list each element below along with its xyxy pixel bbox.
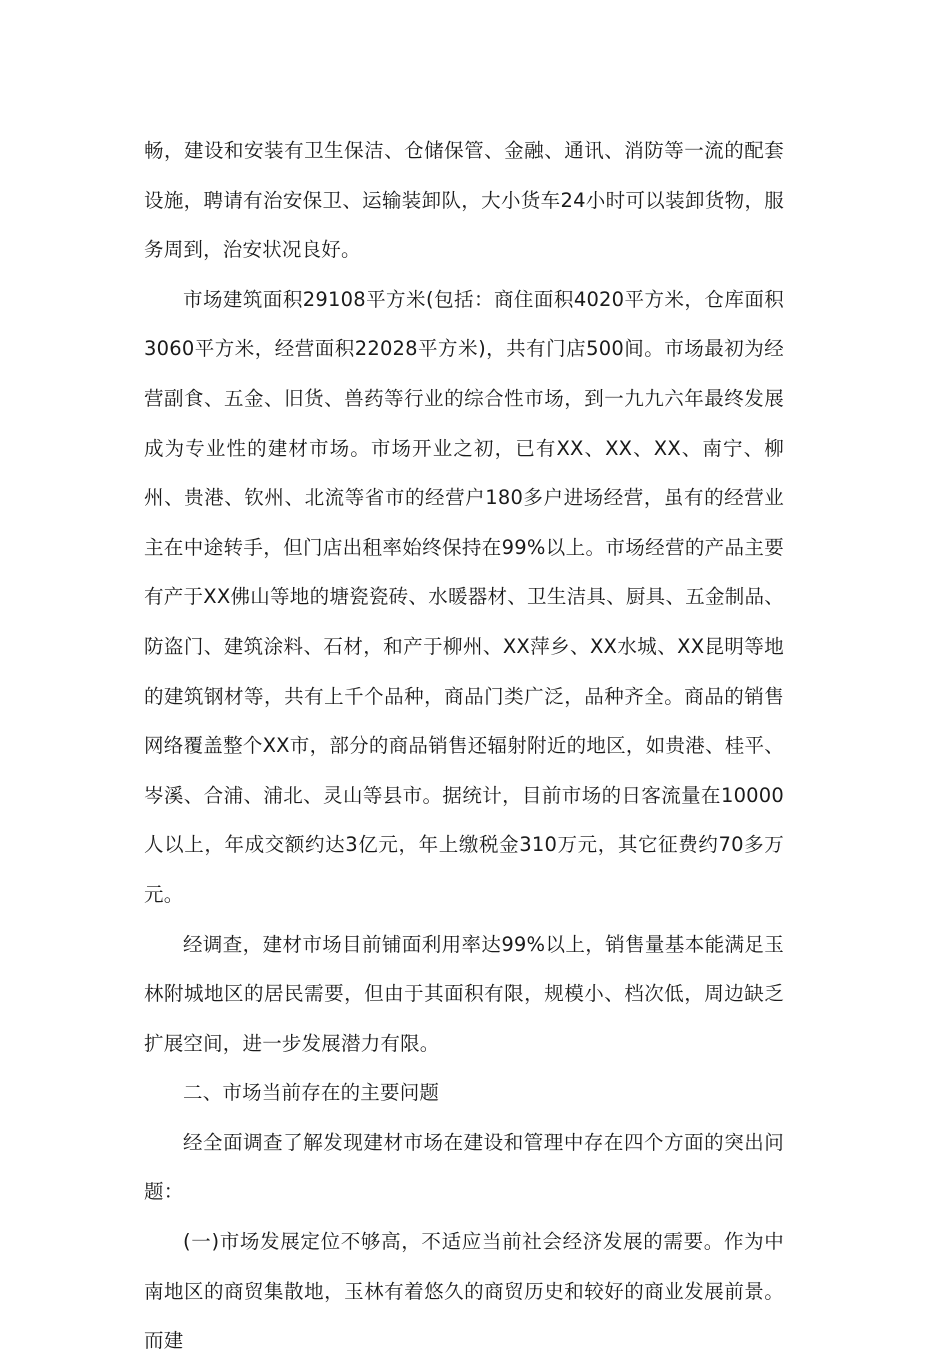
paragraph-continued: 畅，建设和安装有卫生保洁、仓储保管、金融、通讯、消防等一流的配套设施，聘请有治安保卫、运输装卸队，大小货车24小时可以装卸货物，服务周到，治安状况良好。: [144, 139, 784, 262]
paragraph-problem-one: (一)市场发展定位不够高，不适应当前社会经济发展的需要。作为中南地区的商贸集散地，玉林有着悠久的商贸历史和较好的商业发展前景。而建: [144, 1230, 784, 1353]
paragraph-problems-intro: 经全面调查了解发现建材市场在建设和管理中存在四个方面的突出问题：: [144, 1130, 784, 1204]
paragraph-survey-findings: 经调查，建材市场目前铺面利用率达99%以上，销售量基本能满足玉林附城地区的居民需要，但由于其面积有限，规模小、档次低，周边缺乏扩展空间，进一步发展潜力有限。: [144, 932, 784, 1055]
section-heading: 二、市场当前存在的主要问题: [183, 1081, 440, 1105]
paragraph-market-overview: 市场建筑面积29108平方米(包括：商住面积4020平方米，仓库面积3060平方米，经营面积22028平方米)，共有门店500间。市场最初为经营副食、五金、旧货、兽药等行业的综合性市场，到一九九六年最终发展成为专业性的建材市场。市场开业之初，已有XX、XX、XX、南宁、柳州、贵港、钦州、北流等省市的经营户180多户进场经营，虽有的经营业主在中途转手，但门店出租率始终保持在99%以上。市场经营的产品主要有产于XX佛山等地的塘瓷瓷砖、水暖器材、卫生洁具、厨具、五金制品、防盗门、建筑涂料、石材，和产于柳州、XX萍乡、XX水城、XX昆明等地的建筑钢材等，共有上千个品种，商品门类广泛，品种齐全。商品的销售网络覆盖整个XX市，部分的商品销售还辐射附近的地区，如贵港、桂平、岑溪、合浦、浦北、灵山等县市。据统计，目前市场的日客流量在10000人以上，年成交额约达3亿元，年上缴税金310万元，其它征费约70多万元。: [144, 287, 784, 906]
document-body: [144, 126, 784, 1366]
